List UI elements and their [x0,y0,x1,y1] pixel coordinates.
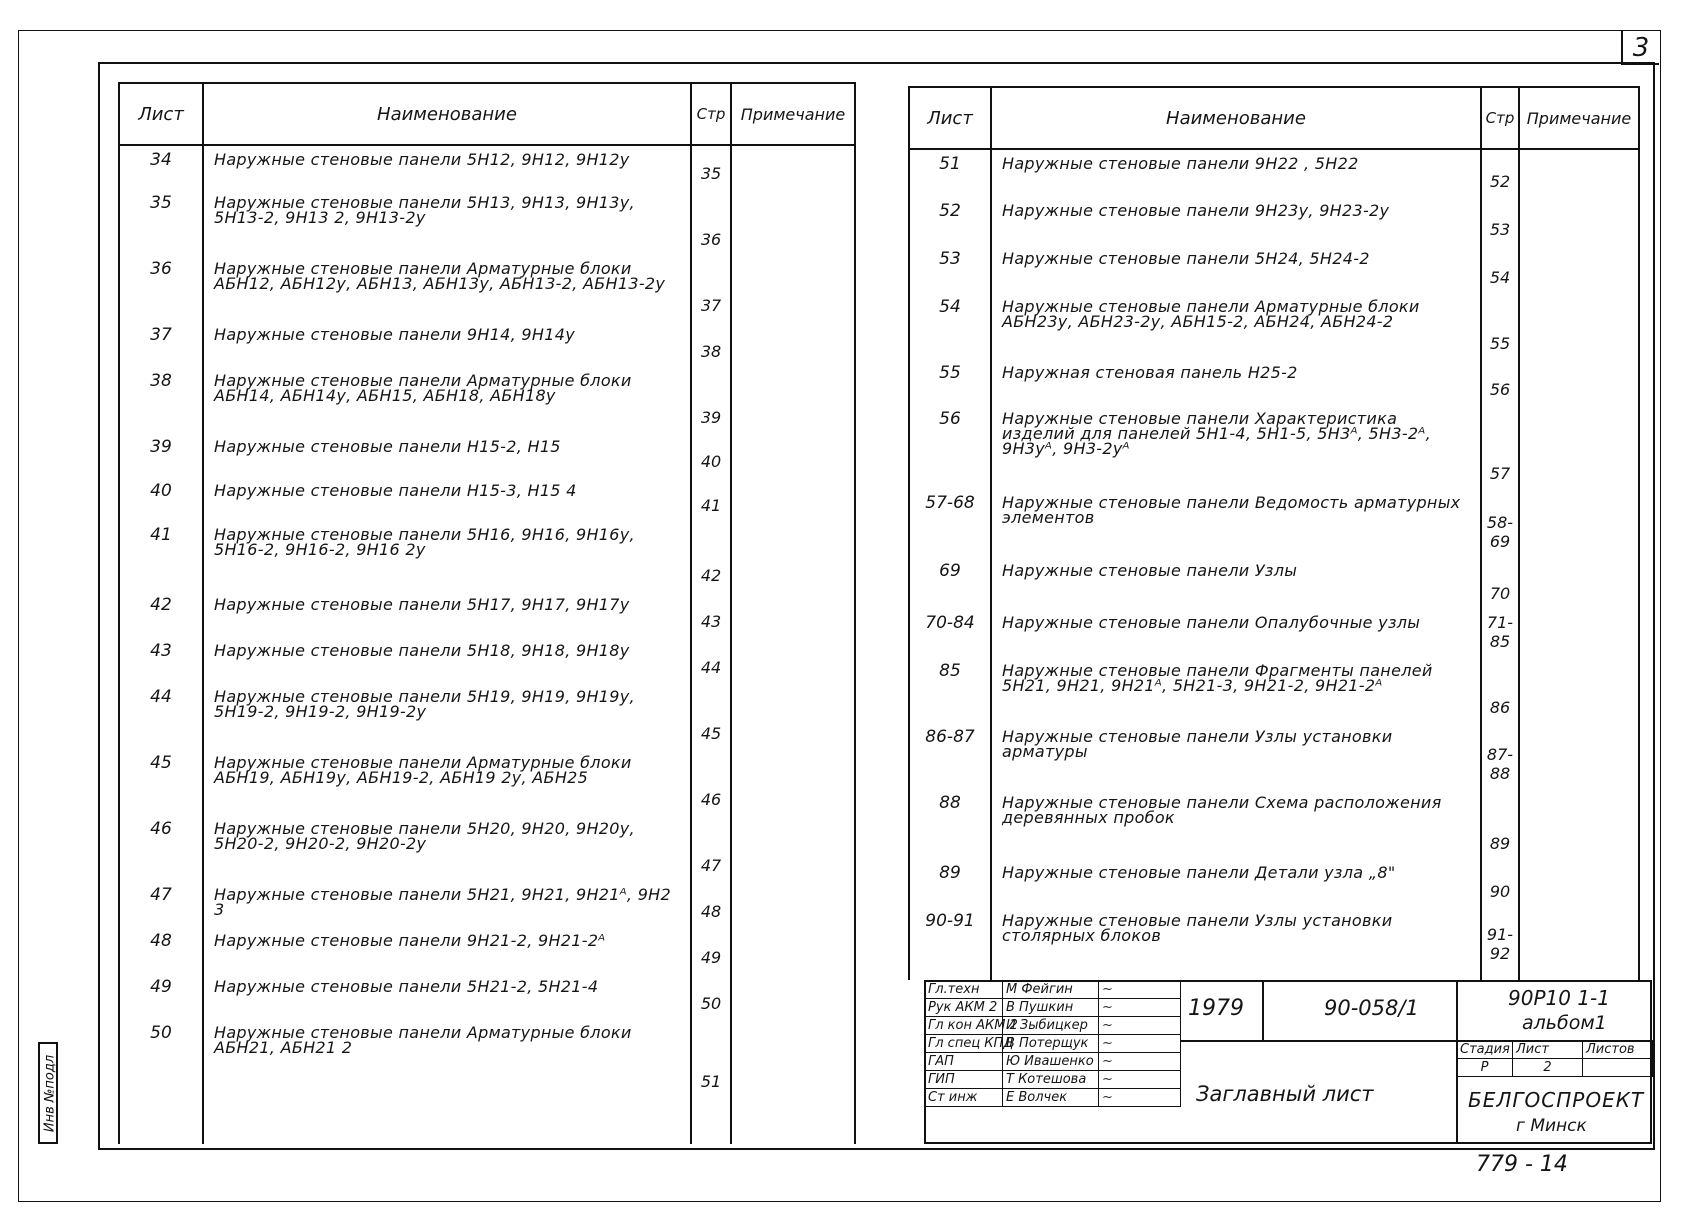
row-note [1519,359,1639,405]
header-name: Наименование [991,87,1481,149]
row-page: 51 [691,1019,731,1097]
row-name: Наружные стеновые панели Детали узла „8" [991,859,1481,907]
person: И Зыбицкер [1003,1017,1099,1035]
row-page: 55 [1481,293,1519,359]
signature-row [925,1053,1181,1071]
person: Т Котешова [1003,1071,1099,1089]
row-note [731,927,855,973]
inventory-tag [38,1042,58,1144]
row-page: 36 [691,189,731,255]
row-name: Наружные стеновые панели 5Н17, 9Н17, 9Н17у [203,591,691,637]
row-sheet: 89 [909,859,991,907]
row-page: 45 [691,683,731,749]
row-page: 89 [1481,789,1519,859]
row-page: 50 [691,973,731,1019]
row-sheet: 57-68 [909,489,991,557]
table-row [119,433,855,477]
table-row [909,197,1639,245]
row-sheet: 50 [119,1019,203,1097]
row-note [1519,293,1639,359]
right-contents-table [908,86,1640,980]
page-number: 3 [1621,31,1659,65]
row-page: 42 [691,521,731,591]
table-row [119,815,855,881]
signature-icon: ~ [1099,981,1181,999]
row-name: Наружные стеновые панели Арматурные блоки АБН14, АБН14у, АБН15, АБН18, АБН18у [203,367,691,433]
row-page: 87-88 [1481,723,1519,789]
row-page: 46 [691,749,731,815]
row-note [1519,149,1639,197]
header-note: Примечание [1519,87,1639,149]
signature-row [925,1071,1181,1089]
row-sheet: 55 [909,359,991,405]
city: г Минск [1516,1116,1587,1136]
person: В Потерщук [1003,1035,1099,1053]
row-page: 44 [691,637,731,683]
header-sheet: Лист [119,83,203,145]
row-note [731,189,855,255]
table-row [909,245,1639,293]
table-row [119,881,855,927]
row-note [731,255,855,321]
signature-icon: ~ [1099,1089,1181,1107]
row-page: 86 [1481,657,1519,723]
table-row [909,557,1639,609]
row-sheet: 52 [909,197,991,245]
role: Рук АКМ 2 [925,999,1003,1017]
row-name: Наружные стеновые панели 5Н24, 5Н24-2 [991,245,1481,293]
row-note [731,1019,855,1097]
row-name: Наружные стеновые панели 5Н21, 9Н21, 9Н21ᴬ, 9Н2 3 [203,881,691,927]
row-name: Наружные стеновые панели Узлы [991,557,1481,609]
row-name: Наружные стеновые панели 5Н19, 9Н19, 9Н19у, 5Н19-2, 9Н19-2, 9Н19-2у [203,683,691,749]
signature-icon: ~ [1099,1035,1181,1053]
row-name: Наружные стеновые панели Арматурные блоки АБН12, АБН12у, АБН13, АБН13у, АБН13-2, АБН13-2у [203,255,691,321]
row-sheet: 35 [119,189,203,255]
table-row [119,1019,855,1097]
row-sheet: 49 [119,973,203,1019]
signature-icon: ~ [1099,1053,1181,1071]
signature-row [925,1089,1181,1107]
row-name: Наружные стеновые панели 9Н21-2, 9Н21-2ᴬ [203,927,691,973]
series-code: 90Р10 1-1 [1508,986,1610,1010]
row-note [1519,557,1639,609]
row-sheet: 44 [119,683,203,749]
signature-icon: ~ [1099,1017,1181,1035]
table-row [119,189,855,255]
row-sheet: 46 [119,815,203,881]
row-name: Наружные стеновые панели 5Н16, 9Н16, 9Н16у, 5Н16-2, 9Н16-2, 9Н16 2у [203,521,691,591]
table-row [119,637,855,683]
person: В Пушкин [1003,999,1099,1017]
row-note [1519,657,1639,723]
sheet-no-value: 2 [1513,1059,1583,1077]
role: Гл кон АКМ 2 [925,1017,1003,1035]
row-name: Наружные стеновые панели Н15-2, Н15 [203,433,691,477]
table-row [909,859,1639,907]
table-row [909,723,1639,789]
row-sheet: 39 [119,433,203,477]
signature-row [925,981,1181,999]
header-page: Стр [691,83,731,145]
sheets-label: Листов [1583,1041,1653,1059]
row-note [1519,859,1639,907]
signature-row [925,999,1181,1017]
row-page: 54 [1481,245,1519,293]
row-note [731,521,855,591]
table-filler [909,969,1639,980]
divider-year [1262,980,1264,1042]
row-note [731,433,855,477]
year: 1979 [1188,996,1244,1021]
sheet-title: Заглавный лист [1196,1082,1374,1106]
row-page: 91-92 [1481,907,1519,969]
table-filler [119,1097,855,1144]
left-contents-table [118,82,856,1144]
table-row [119,367,855,433]
row-page: 70 [1481,557,1519,609]
row-sheet: 41 [119,521,203,591]
row-name: Наружные стеновые панели 5Н18, 9Н18, 9Н18у [203,637,691,683]
row-note [1519,405,1639,489]
row-note [731,477,855,521]
row-sheet: 90-91 [909,907,991,969]
row-sheet: 40 [119,477,203,521]
row-sheet: 38 [119,367,203,433]
row-note [731,973,855,1019]
table-row [909,359,1639,405]
row-note [731,749,855,815]
row-name: Наружные стеновые панели 5Н20, 9Н20, 9Н20у, 5Н20-2, 9Н20-2, 9Н20-2у [203,815,691,881]
row-name: Наружные стеновые панели Н15-3, Н15 4 [203,477,691,521]
row-sheet: 85 [909,657,991,723]
table-row [119,255,855,321]
row-name: Наружные стеновые панели Арматурные блоки АБН23у, АБН23-2у, АБН15-2, АБН24, АБН24-2 [991,293,1481,359]
row-sheet: 47 [119,881,203,927]
person: Ю Ивашенко [1003,1053,1099,1071]
album-label: альбом1 [1522,1012,1607,1034]
row-sheet: 53 [909,245,991,293]
row-name: Наружные стеновые панели Опалубочные узлы [991,609,1481,657]
header-note: Примечание [731,83,855,145]
row-page: 47 [691,815,731,881]
row-page: 90 [1481,859,1519,907]
table-row [119,521,855,591]
header-sheet: Лист [909,87,991,149]
row-page: 52 [1481,149,1519,197]
row-sheet: 45 [119,749,203,815]
table-row [119,145,855,189]
row-note [731,367,855,433]
sheets-value [1583,1059,1653,1077]
row-name: Наружные стеновые панели 9Н14, 9Н14у [203,321,691,367]
role: Ст инж [925,1089,1003,1107]
table-row [119,749,855,815]
organization: БЕЛГОСПРОЕКТ [1468,1088,1645,1112]
row-sheet: 37 [119,321,203,367]
person: М Фейгин [1003,981,1099,999]
table-row [119,683,855,749]
row-name: Наружные стеновые панели Узлы установки столярных блоков [991,907,1481,969]
row-note [731,145,855,189]
row-note [731,881,855,927]
doc-code: 90-058/1 [1324,996,1419,1020]
row-page: 56 [1481,359,1519,405]
signature-icon: ~ [1099,1071,1181,1089]
archive-number: 779 - 14 [1476,1152,1568,1177]
row-page: 37 [691,255,731,321]
row-page: 48 [691,881,731,927]
row-sheet: 36 [119,255,203,321]
row-name: Наружные стеновые панели Фрагменты панелей 5Н21, 9Н21, 9Н21ᴬ, 5Н21-3, 9Н21-2, 9Н21-2ᴬ [991,657,1481,723]
row-note [1519,789,1639,859]
row-page: 53 [1481,197,1519,245]
signature-row [925,1035,1181,1053]
row-sheet: 88 [909,789,991,859]
row-page: 49 [691,927,731,973]
row-page: 38 [691,321,731,367]
person: Е Волчек [1003,1089,1099,1107]
table-row [909,657,1639,723]
stage-value: Р [1457,1059,1513,1077]
table-row [119,321,855,367]
row-sheet: 69 [909,557,991,609]
row-note [1519,489,1639,557]
row-name: Наружные стеновые панели 9Н23у, 9Н23-2у [991,197,1481,245]
row-name: Наружные стеновые панели Арматурные блоки АБН21, АБН21 2 [203,1019,691,1097]
row-name: Наружные стеновые панели Узлы установки арматуры [991,723,1481,789]
row-name: Наружные стеновые панели Схема расположения деревянных пробок [991,789,1481,859]
role: Гл спец КПД [925,1035,1003,1053]
row-sheet: 86-87 [909,723,991,789]
table-row [119,591,855,637]
row-name: Наружные стеновые панели Характеристика изделий для панелей 5Н1-4, 5Н1-5, 5Н3ᴬ, 5Н3-2ᴬ, 9Н3уᴬ, 9Н3-2уᴬ [991,405,1481,489]
table-row [909,789,1639,859]
table-row [119,477,855,521]
stage-table [1456,1040,1653,1077]
row-note [1519,197,1639,245]
row-name: Наружные стеновые панели 5Н21-2, 5Н21-4 [203,973,691,1019]
row-name: Наружная стеновая панель Н25-2 [991,359,1481,405]
row-name: Наружные стеновые панели Ведомость арматурных элементов [991,489,1481,557]
row-note [731,321,855,367]
row-sheet: 70-84 [909,609,991,657]
table-row [909,907,1639,969]
row-page: 43 [691,591,731,637]
row-name: Наружные стеновые панели 5Н12, 9Н12, 9Н12у [203,145,691,189]
row-sheet: 42 [119,591,203,637]
row-page: 58-69 [1481,489,1519,557]
table-row [909,405,1639,489]
row-sheet: 54 [909,293,991,359]
table-row [909,489,1639,557]
signature-row [925,1017,1181,1035]
table-row [909,609,1639,657]
table-row [909,149,1639,197]
role: Гл.техн [925,981,1003,999]
stage-label: Стадия [1457,1041,1513,1059]
row-name: Наружные стеновые панели 5Н13, 9Н13, 9Н13у, 5Н13-2, 9Н13 2, 9Н13-2у [203,189,691,255]
header-page: Стр [1481,87,1519,149]
row-sheet: 56 [909,405,991,489]
role: ГАП [925,1053,1003,1071]
table-row [119,927,855,973]
row-sheet: 51 [909,149,991,197]
row-note [731,591,855,637]
row-note [1519,907,1639,969]
row-page: 40 [691,433,731,477]
row-note [1519,609,1639,657]
header-name: Наименование [203,83,691,145]
row-sheet: 43 [119,637,203,683]
signature-icon: ~ [1099,999,1181,1017]
table-row [909,293,1639,359]
row-page: 35 [691,145,731,189]
role: ГИП [925,1071,1003,1089]
signatures-table [924,980,1181,1107]
inventory-tag-label: Инв №подл [42,1054,58,1133]
row-name: Наружные стеновые панели Арматурные блоки АБН19, АБН19у, АБН19-2, АБН19 2у, АБН25 [203,749,691,815]
row-note [1519,723,1639,789]
row-sheet: 48 [119,927,203,973]
row-page: 41 [691,477,731,521]
row-note [731,815,855,881]
row-note [731,637,855,683]
row-page: 39 [691,367,731,433]
table-row [119,973,855,1019]
row-page: 71-85 [1481,609,1519,657]
row-page: 57 [1481,405,1519,489]
row-note [731,683,855,749]
row-sheet: 34 [119,145,203,189]
row-note [1519,245,1639,293]
row-name: Наружные стеновые панели 9Н22 , 5Н22 [991,149,1481,197]
sheet-label: Лист [1513,1041,1583,1059]
